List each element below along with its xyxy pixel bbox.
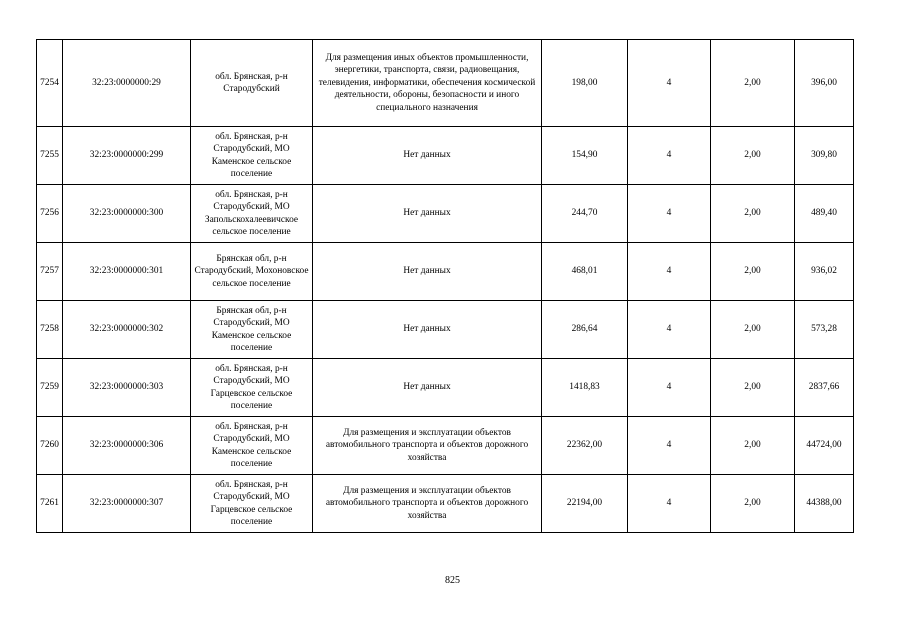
address-cell: обл. Брянская, р-н Стародубский, МО Гарцевское сельское поселение [191, 475, 313, 533]
table-row [37, 417, 854, 475]
category-cell: 4 [628, 359, 711, 417]
address-cell: обл. Брянская, р-н Стародубский, МО Каменское сельское поселение [191, 127, 313, 185]
table-row [37, 127, 854, 185]
row-number: 7254 [37, 40, 63, 127]
table-row [37, 40, 854, 127]
total-cell: 44724,00 [795, 417, 854, 475]
area-cell: 244,70 [542, 185, 628, 243]
row-number: 7257 [37, 243, 63, 301]
area-cell: 468,01 [542, 243, 628, 301]
total-cell: 396,00 [795, 40, 854, 127]
table-row [37, 301, 854, 359]
cadastral-number: 32:23:0000000:306 [63, 417, 191, 475]
cadastral-number: 32:23:0000000:299 [63, 127, 191, 185]
rate-cell: 2,00 [711, 417, 795, 475]
category-cell: 4 [628, 40, 711, 127]
purpose-cell: Нет данных [313, 127, 542, 185]
rate-cell: 2,00 [711, 185, 795, 243]
purpose-cell: Нет данных [313, 243, 542, 301]
row-number: 7261 [37, 475, 63, 533]
row-number: 7258 [37, 301, 63, 359]
area-cell: 154,90 [542, 127, 628, 185]
rate-cell: 2,00 [711, 475, 795, 533]
purpose-cell: Нет данных [313, 185, 542, 243]
row-number: 7259 [37, 359, 63, 417]
page-number: 825 [445, 575, 460, 586]
row-number: 7255 [37, 127, 63, 185]
category-cell: 4 [628, 417, 711, 475]
cadastral-number: 32:23:0000000:307 [63, 475, 191, 533]
category-cell: 4 [628, 301, 711, 359]
table-row [37, 475, 854, 533]
address-cell: Брянская обл, р-н Стародубский, МО Каменское сельское поселение [191, 301, 313, 359]
category-cell: 4 [628, 243, 711, 301]
address-cell: обл. Брянская, р-н Стародубский [191, 40, 313, 127]
rate-cell: 2,00 [711, 243, 795, 301]
purpose-cell: Для размещения и эксплуатации объектов автомобильного транспорта и объектов дорожного хозяйства [313, 417, 542, 475]
address-cell: обл. Брянская, р-н Стародубский, МО Запольскохалеевичское сельское поселение [191, 185, 313, 243]
rate-cell: 2,00 [711, 301, 795, 359]
total-cell: 489,40 [795, 185, 854, 243]
rate-cell: 2,00 [711, 359, 795, 417]
category-cell: 4 [628, 185, 711, 243]
total-cell: 309,80 [795, 127, 854, 185]
table-row [37, 185, 854, 243]
address-cell: Брянская обл, р-н Стародубский, Мохоновское сельское поселение [191, 243, 313, 301]
row-number: 7256 [37, 185, 63, 243]
purpose-cell: Для размещения иных объектов промышленности, энергетики, транспорта, связи, радиовещания, телевидения, информатики, обеспечения космической деятельности, обороны, безопасности и иного специального назначения [313, 40, 542, 127]
total-cell: 573,28 [795, 301, 854, 359]
cadastral-number: 32:23:0000000:303 [63, 359, 191, 417]
address-cell: обл. Брянская, р-н Стародубский, МО Гарцевское сельское поселение [191, 359, 313, 417]
category-cell: 4 [628, 475, 711, 533]
cadastral-number: 32:23:0000000:29 [63, 40, 191, 127]
area-cell: 22362,00 [542, 417, 628, 475]
purpose-cell: Нет данных [313, 301, 542, 359]
total-cell: 44388,00 [795, 475, 854, 533]
category-cell: 4 [628, 127, 711, 185]
land-plots-table [36, 39, 854, 533]
total-cell: 936,02 [795, 243, 854, 301]
area-cell: 22194,00 [542, 475, 628, 533]
total-cell: 2837,66 [795, 359, 854, 417]
area-cell: 1418,83 [542, 359, 628, 417]
address-cell: обл. Брянская, р-н Стародубский, МО Каменское сельское поселение [191, 417, 313, 475]
table-row [37, 243, 854, 301]
cadastral-number: 32:23:0000000:301 [63, 243, 191, 301]
area-cell: 198,00 [542, 40, 628, 127]
purpose-cell: Для размещения и эксплуатации объектов автомобильного транспорта и объектов дорожного хозяйства [313, 475, 542, 533]
row-number: 7260 [37, 417, 63, 475]
purpose-cell: Нет данных [313, 359, 542, 417]
cadastral-number: 32:23:0000000:302 [63, 301, 191, 359]
table-row [37, 359, 854, 417]
rate-cell: 2,00 [711, 127, 795, 185]
rate-cell: 2,00 [711, 40, 795, 127]
area-cell: 286,64 [542, 301, 628, 359]
cadastral-number: 32:23:0000000:300 [63, 185, 191, 243]
